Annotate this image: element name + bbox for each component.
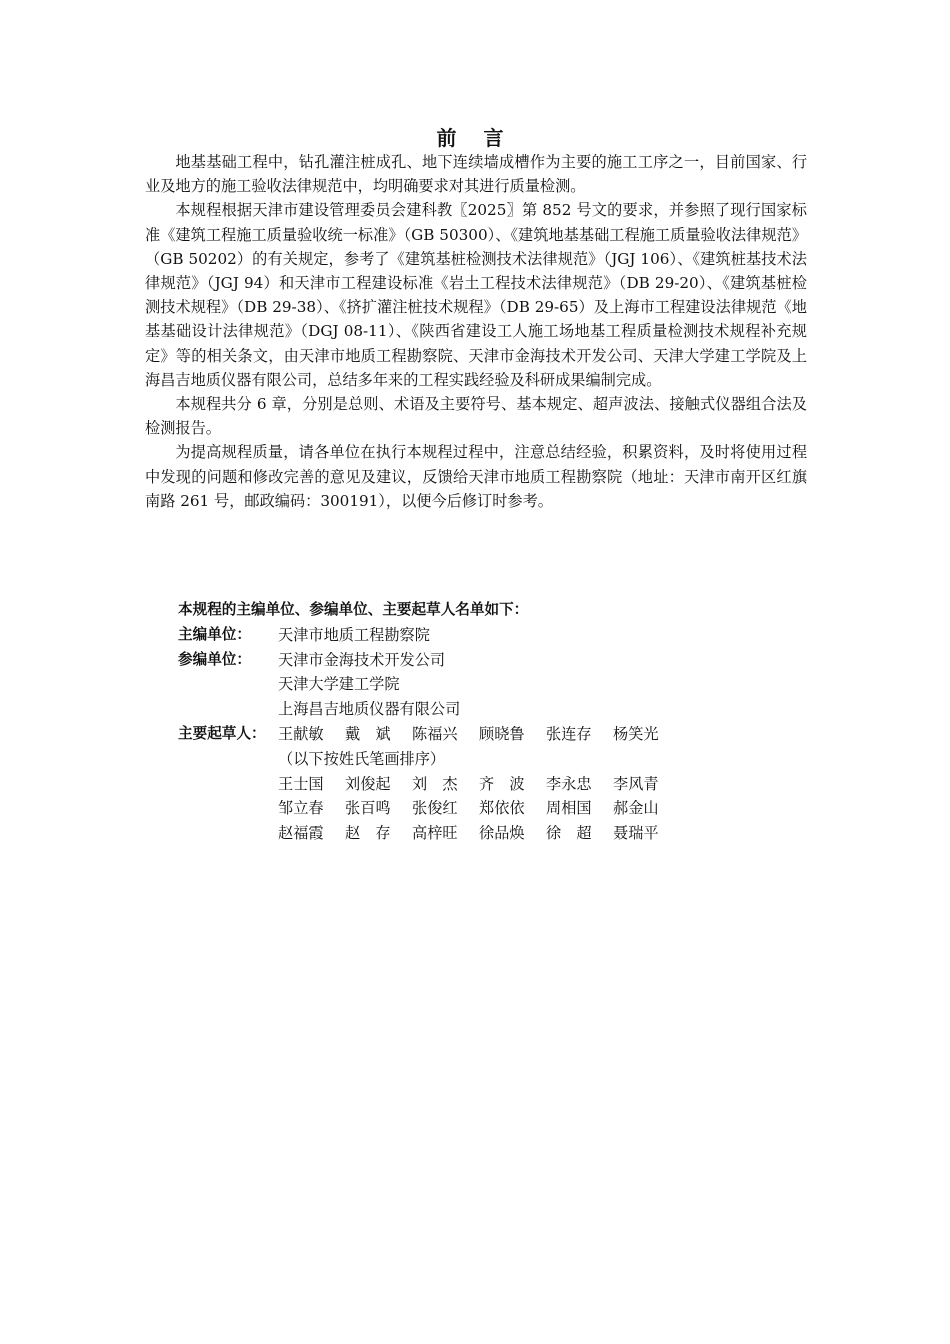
chief-unit-name: 天津市地质工程勘察院 bbox=[278, 625, 430, 644]
other-drafters bbox=[278, 772, 738, 846]
drafter-name: 刘 杰 bbox=[412, 774, 458, 793]
page-title: 前 言 bbox=[436, 126, 514, 150]
drafter-name: 郝金山 bbox=[613, 799, 659, 818]
drafter-name: 杨笑光 bbox=[613, 724, 659, 743]
drafter-name: 李风青 bbox=[613, 774, 659, 793]
drafters-row bbox=[178, 722, 738, 846]
lead-drafters bbox=[278, 722, 738, 747]
participating-unit: 上海昌吉地质仪器有限公司 bbox=[278, 700, 461, 719]
paragraph: 为提高规程质量，请各单位在执行本规程过程中，注意总结经验，积累资料，及时将使用过程中发现的问题和修改完善的意见及建议，反馈给天津市地质工程勘察院（地址：天津市南开区红旗南路 261 号，邮政编码：300191），以便今后修订时参考。 bbox=[145, 443, 807, 510]
drafter-name: 李永忠 bbox=[546, 774, 592, 793]
drafter-name: 赵 存 bbox=[345, 824, 391, 843]
drafters-label: 主要起草人： bbox=[178, 724, 266, 742]
paragraph: 本规程共分 6 章，分别是总则、术语及主要符号、基本规定、超声波法、接触式仪器组合法及检测报告。 bbox=[145, 395, 807, 438]
drafters-list bbox=[278, 722, 738, 846]
drafter-name: 王士国 bbox=[278, 774, 324, 793]
drafter-name: 张俊红 bbox=[412, 799, 458, 818]
drafter-name: 高梓旺 bbox=[412, 824, 458, 843]
drafter-name: 赵福霞 bbox=[278, 824, 324, 843]
preface-body bbox=[145, 150, 807, 513]
order-note: （以下按姓氏笔画排序） bbox=[278, 749, 446, 768]
chief-unit-label: 主编单位： bbox=[178, 625, 251, 643]
drafter-name: 张连存 bbox=[546, 724, 592, 743]
paragraph: 本规程根据天津市建设管理委员会建科教〖2025〗第 852 号文的要求，并参照了现行国家标准《建筑工程施工质量验收统一标准》（GB 50300）、《建筑地基基础工程施工质量验收法律规范》（GB 50202）的有关规定，参考了《建筑基桩检测技术法律规范》（JGJ 106）、《建筑桩基技术法律规范》（JGJ 94）和天津市工程建设标准《岩土工程技术法律规范》（DB 29-20）、《建筑基桩检测技术规程》（DB 29-38）、《挤扩灌注桩技术规程》（DB 29-65）及上海市工程建设法律规范《地基基础设计法律规范》（DGJ 08-11）、《陕西省建设工人施工场地基工程质量检测技术规程补充规定》等的相关条文，由天津市地质工程勘察院、天津市金海技术开发公司、天津大学建工学院及上海昌吉地质仪器有限公司，总结多年来的工程实践经验及科研成果编制完成。 bbox=[145, 201, 807, 389]
drafter-name: 徐 超 bbox=[546, 824, 592, 843]
drafter-name: 徐品焕 bbox=[479, 824, 525, 843]
drafter-name: 邹立春 bbox=[278, 799, 324, 818]
chief-unit-row bbox=[178, 623, 738, 648]
drafter-name: 王献敏 bbox=[278, 724, 324, 743]
drafter-name: 戴 斌 bbox=[345, 724, 391, 743]
participating-units-row bbox=[178, 648, 738, 722]
drafter-name: 刘俊起 bbox=[345, 774, 391, 793]
drafter-name: 陈福兴 bbox=[412, 724, 458, 743]
drafter-name: 周相国 bbox=[546, 799, 592, 818]
participating-units-label: 参编单位： bbox=[178, 650, 251, 668]
paragraph: 地基基础工程中，钻孔灌注桩成孔、地下连续墙成槽作为主要的施工工序之一，目前国家、行业及地方的施工验收法律规范中，均明确要求对其进行质量检测。 bbox=[145, 153, 807, 196]
participating-units-list bbox=[278, 648, 738, 722]
credits-heading: 本规程的主编单位、参编单位、主要起草人名单如下： bbox=[178, 601, 529, 618]
drafter-name: 齐 波 bbox=[479, 774, 525, 793]
drafter-name: 郑依依 bbox=[479, 799, 525, 818]
drafter-name: 张百鸣 bbox=[345, 799, 391, 818]
participating-unit: 天津大学建工学院 bbox=[278, 675, 400, 694]
drafter-name: 顾晓鲁 bbox=[479, 724, 525, 743]
chief-unit-values bbox=[278, 623, 738, 648]
drafter-name: 聂瑞平 bbox=[613, 824, 659, 843]
participating-unit: 天津市金海技术开发公司 bbox=[278, 650, 446, 669]
credits-section bbox=[178, 598, 738, 846]
